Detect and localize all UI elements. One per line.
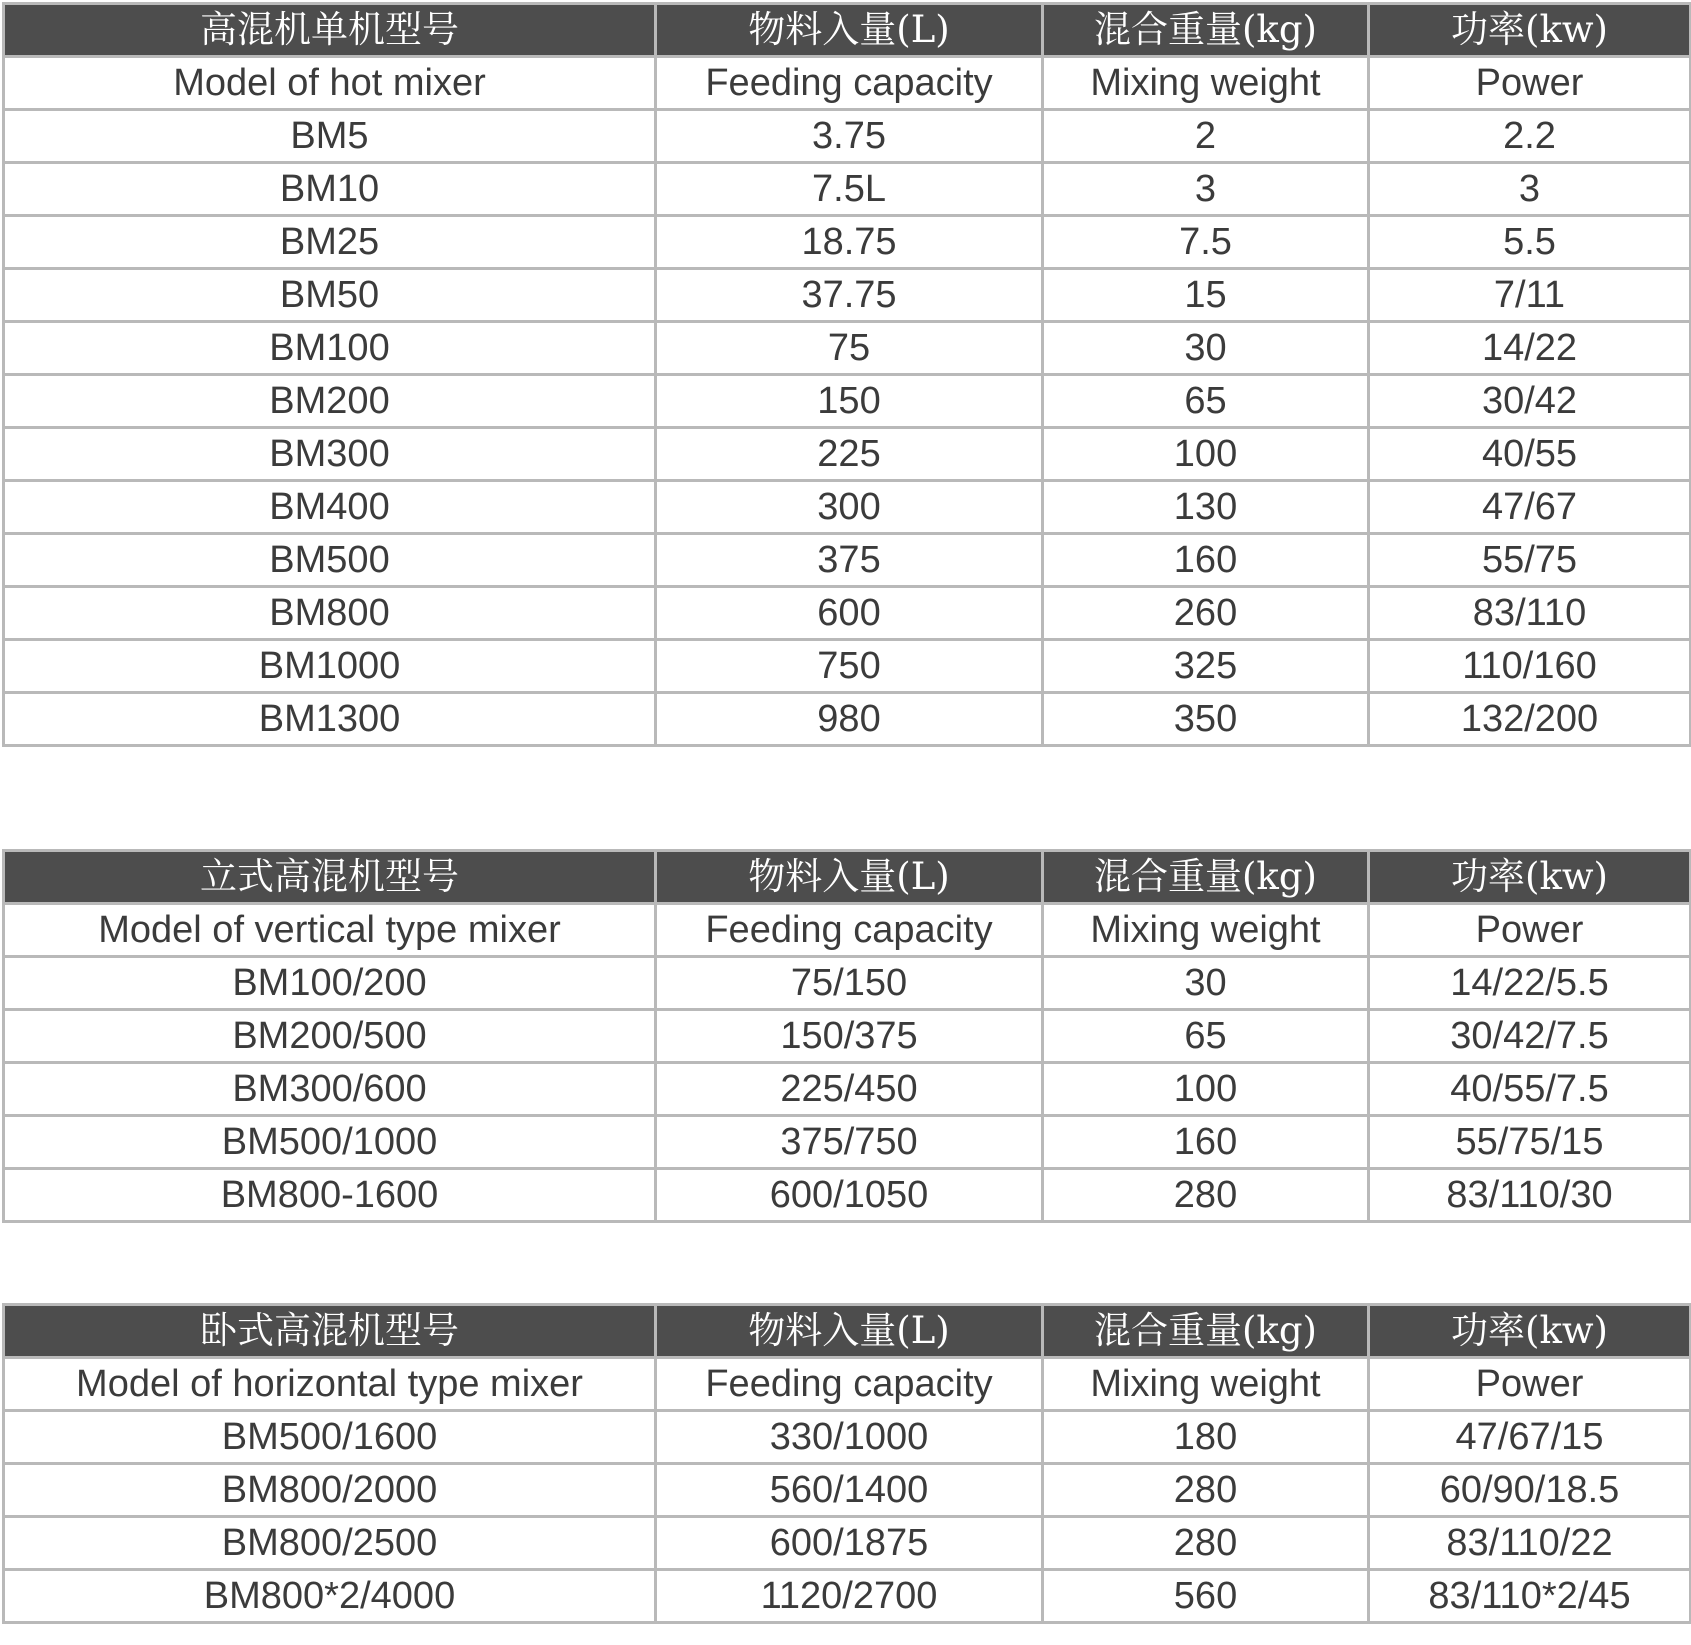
header-row-chinese-mixing-weight-cell: 混合重量(kg) [1043, 4, 1369, 57]
table-row [4, 481, 1691, 534]
table-row-feeding-capacity-cell: 600/1875 [656, 1517, 1043, 1570]
table-row [4, 1063, 1691, 1116]
table-row-feeding-capacity-cell: 150/375 [656, 1010, 1043, 1063]
header-row-chinese-model-cell: 立式高混机型号 [4, 851, 656, 904]
header-row-chinese-feeding-capacity-cell: 物料入量(L) [656, 851, 1043, 904]
header-row-chinese-mixing-weight-cell: 混合重量(kg) [1043, 1305, 1369, 1358]
table-row-power-cell: 30/42/7.5 [1369, 1010, 1691, 1063]
header-row-english-mixing-weight-cell: Mixing weight [1043, 904, 1369, 957]
table-row-feeding-capacity-cell: 3.75 [656, 110, 1043, 163]
table-row [4, 957, 1691, 1010]
table-row-mixing-weight-cell: 160 [1043, 1116, 1369, 1169]
table-row [4, 1411, 1691, 1464]
table-row-power-cell: 7/11 [1369, 269, 1691, 322]
table-row-power-cell: 40/55/7.5 [1369, 1063, 1691, 1116]
table-row-power-cell: 2.2 [1369, 110, 1691, 163]
table-row-power-cell: 14/22/5.5 [1369, 957, 1691, 1010]
table-row [4, 640, 1691, 693]
table-row-model-cell: BM400 [4, 481, 656, 534]
header-row-english-feeding-capacity-cell: Feeding capacity [656, 904, 1043, 957]
table-row-mixing-weight-cell: 65 [1043, 375, 1369, 428]
table-row-model-cell: BM200/500 [4, 1010, 656, 1063]
table-row [4, 587, 1691, 640]
table-row-model-cell: BM800*2/4000 [4, 1570, 656, 1623]
table-row-model-cell: BM500 [4, 534, 656, 587]
table-row [4, 269, 1691, 322]
table-row-feeding-capacity-cell: 560/1400 [656, 1464, 1043, 1517]
header-row-chinese-model-cell: 卧式高混机型号 [4, 1305, 656, 1358]
table-row-feeding-capacity-cell: 375 [656, 534, 1043, 587]
table-row-power-cell: 132/200 [1369, 693, 1691, 746]
table-row-feeding-capacity-cell: 375/750 [656, 1116, 1043, 1169]
table-row-feeding-capacity-cell: 600/1050 [656, 1169, 1043, 1222]
table-row-feeding-capacity-cell: 1120/2700 [656, 1570, 1043, 1623]
header-row-chinese-feeding-capacity-cell: 物料入量(L) [656, 1305, 1043, 1358]
table-row-model-cell: BM100/200 [4, 957, 656, 1010]
header-row-english-feeding-capacity-cell: Feeding capacity [656, 57, 1043, 110]
hot-mixer-table-body [4, 4, 1691, 746]
header-row-chinese-power-cell: 功率(kw) [1369, 1305, 1691, 1358]
table-row-mixing-weight-cell: 15 [1043, 269, 1369, 322]
table-row [4, 534, 1691, 587]
table-row [4, 428, 1691, 481]
table-row-power-cell: 47/67/15 [1369, 1411, 1691, 1464]
table-row-power-cell: 5.5 [1369, 216, 1691, 269]
table-row-mixing-weight-cell: 30 [1043, 957, 1369, 1010]
table-row-mixing-weight-cell: 325 [1043, 640, 1369, 693]
table-row-power-cell: 40/55 [1369, 428, 1691, 481]
table-row [4, 1116, 1691, 1169]
table-row-mixing-weight-cell: 30 [1043, 322, 1369, 375]
table-row-feeding-capacity-cell: 7.5L [656, 163, 1043, 216]
table-row-model-cell: BM300/600 [4, 1063, 656, 1116]
table-row-mixing-weight-cell: 280 [1043, 1517, 1369, 1570]
table-row-feeding-capacity-cell: 225/450 [656, 1063, 1043, 1116]
table-row-mixing-weight-cell: 100 [1043, 428, 1369, 481]
table-row-mixing-weight-cell: 160 [1043, 534, 1369, 587]
table-row-feeding-capacity-cell: 225 [656, 428, 1043, 481]
header-row-chinese-power-cell: 功率(kw) [1369, 4, 1691, 57]
header-row-english-model-cell: Model of hot mixer [4, 57, 656, 110]
table-row-feeding-capacity-cell: 600 [656, 587, 1043, 640]
header-row-english [4, 1358, 1691, 1411]
table-row-feeding-capacity-cell: 300 [656, 481, 1043, 534]
header-row-english-power-cell: Power [1369, 57, 1691, 110]
table-row-feeding-capacity-cell: 150 [656, 375, 1043, 428]
table-row-model-cell: BM800/2500 [4, 1517, 656, 1570]
table-row-mixing-weight-cell: 7.5 [1043, 216, 1369, 269]
table-row-power-cell: 55/75 [1369, 534, 1691, 587]
header-row-english-power-cell: Power [1369, 904, 1691, 957]
horizontal-mixer-table-body [4, 1305, 1691, 1623]
header-row-chinese [4, 4, 1691, 57]
table-row-feeding-capacity-cell: 980 [656, 693, 1043, 746]
table-row-mixing-weight-cell: 560 [1043, 1570, 1369, 1623]
header-row-english [4, 904, 1691, 957]
header-row-chinese-power-cell: 功率(kw) [1369, 851, 1691, 904]
header-row-english-model-cell: Model of vertical type mixer [4, 904, 656, 957]
table-row [4, 216, 1691, 269]
table-row-mixing-weight-cell: 180 [1043, 1411, 1369, 1464]
table-row [4, 1570, 1691, 1623]
table-row-model-cell: BM300 [4, 428, 656, 481]
header-row-english-feeding-capacity-cell: Feeding capacity [656, 1358, 1043, 1411]
table-row [4, 1169, 1691, 1222]
table-row-mixing-weight-cell: 65 [1043, 1010, 1369, 1063]
table-row-power-cell: 55/75/15 [1369, 1116, 1691, 1169]
header-row-chinese [4, 851, 1691, 904]
table-row-model-cell: BM500/1600 [4, 1411, 656, 1464]
horizontal-mixer-spec-table [2, 1303, 1691, 1624]
table-row-feeding-capacity-cell: 330/1000 [656, 1411, 1043, 1464]
table-row-model-cell: BM1000 [4, 640, 656, 693]
header-row-english [4, 57, 1691, 110]
table-row-model-cell: BM1300 [4, 693, 656, 746]
table-row-feeding-capacity-cell: 18.75 [656, 216, 1043, 269]
vertical-mixer-spec-table [2, 849, 1691, 1223]
table-row-model-cell: BM50 [4, 269, 656, 322]
table-row-model-cell: BM500/1000 [4, 1116, 656, 1169]
table-row [4, 322, 1691, 375]
header-row-chinese-feeding-capacity-cell: 物料入量(L) [656, 4, 1043, 57]
header-row-english-power-cell: Power [1369, 1358, 1691, 1411]
table-row-mixing-weight-cell: 280 [1043, 1169, 1369, 1222]
table-row-feeding-capacity-cell: 75/150 [656, 957, 1043, 1010]
vertical-mixer-table-body [4, 851, 1691, 1222]
table-row [4, 375, 1691, 428]
table-row-mixing-weight-cell: 260 [1043, 587, 1369, 640]
table-row-power-cell: 110/160 [1369, 640, 1691, 693]
table-row-power-cell: 83/110/30 [1369, 1169, 1691, 1222]
table-row [4, 693, 1691, 746]
table-row-mixing-weight-cell: 130 [1043, 481, 1369, 534]
table-row-model-cell: BM25 [4, 216, 656, 269]
table-row-model-cell: BM800 [4, 587, 656, 640]
table-row-model-cell: BM100 [4, 322, 656, 375]
table-row-mixing-weight-cell: 280 [1043, 1464, 1369, 1517]
table-row-power-cell: 14/22 [1369, 322, 1691, 375]
table-row-power-cell: 83/110*2/45 [1369, 1570, 1691, 1623]
table-row [4, 110, 1691, 163]
table-row-model-cell: BM800-1600 [4, 1169, 656, 1222]
table-row-model-cell: BM5 [4, 110, 656, 163]
table-row [4, 1010, 1691, 1063]
table-row-mixing-weight-cell: 350 [1043, 693, 1369, 746]
header-row-english-mixing-weight-cell: Mixing weight [1043, 1358, 1369, 1411]
table-row-power-cell: 47/67 [1369, 481, 1691, 534]
hot-mixer-spec-table [2, 2, 1691, 747]
header-row-english-model-cell: Model of horizontal type mixer [4, 1358, 656, 1411]
header-row-chinese-mixing-weight-cell: 混合重量(kg) [1043, 851, 1369, 904]
table-row-mixing-weight-cell: 100 [1043, 1063, 1369, 1116]
header-row-english-mixing-weight-cell: Mixing weight [1043, 57, 1369, 110]
table-row [4, 163, 1691, 216]
table-row-feeding-capacity-cell: 75 [656, 322, 1043, 375]
table-row-model-cell: BM10 [4, 163, 656, 216]
table-row-model-cell: BM200 [4, 375, 656, 428]
table-row-feeding-capacity-cell: 37.75 [656, 269, 1043, 322]
table-row-feeding-capacity-cell: 750 [656, 640, 1043, 693]
table-row [4, 1517, 1691, 1570]
table-row-model-cell: BM800/2000 [4, 1464, 656, 1517]
table-row-mixing-weight-cell: 2 [1043, 110, 1369, 163]
table-row [4, 1464, 1691, 1517]
header-row-chinese [4, 1305, 1691, 1358]
table-row-power-cell: 30/42 [1369, 375, 1691, 428]
table-row-power-cell: 3 [1369, 163, 1691, 216]
table-row-power-cell: 83/110/22 [1369, 1517, 1691, 1570]
table-row-power-cell: 60/90/18.5 [1369, 1464, 1691, 1517]
header-row-chinese-model-cell: 高混机单机型号 [4, 4, 656, 57]
table-row-power-cell: 83/110 [1369, 587, 1691, 640]
table-row-mixing-weight-cell: 3 [1043, 163, 1369, 216]
